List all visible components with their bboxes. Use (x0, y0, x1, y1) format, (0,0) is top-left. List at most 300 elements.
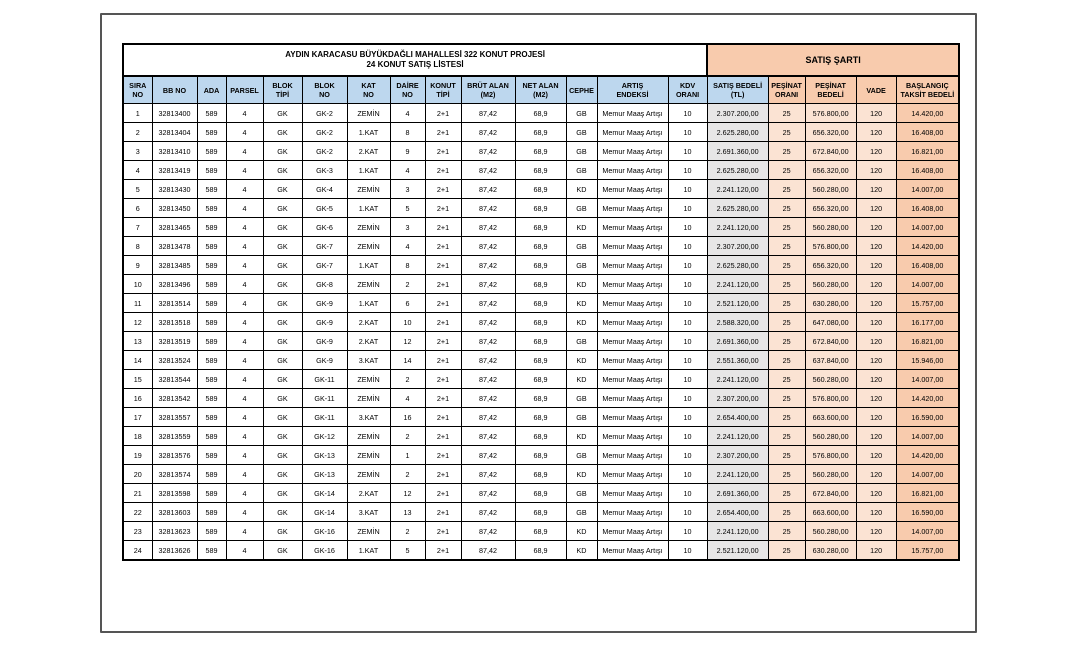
cell-kdv-orani: 10 (668, 142, 707, 161)
cell-baslangic-taksit: 14.007,00 (896, 275, 959, 294)
cell-blok-no: GK-9 (302, 332, 347, 351)
cell-cephe: KD (566, 370, 597, 389)
cell-sira-no: 7 (123, 218, 152, 237)
cell-blok-tipi: GK (263, 294, 302, 313)
cell-daire-no: 10 (390, 313, 425, 332)
cell-satis-bedeli: 2.691.360,00 (707, 332, 768, 351)
cell-net-alan: 68,9 (515, 332, 566, 351)
column-header-blok-no (302, 76, 347, 104)
cell-baslangic-taksit: 14.420,00 (896, 446, 959, 465)
cell-sira-no: 2 (123, 123, 152, 142)
cell-blok-no: GK-7 (302, 237, 347, 256)
cell-ada: 589 (197, 389, 226, 408)
cell-brut-alan: 87,42 (461, 389, 515, 408)
column-header-text: ORANI (775, 90, 799, 99)
cell-pesinat-orani: 25 (768, 408, 805, 427)
cell-satis-bedeli: 2.691.360,00 (707, 484, 768, 503)
cell-daire-no: 3 (390, 218, 425, 237)
cell-blok-no: GK-14 (302, 503, 347, 522)
cell-sira-no: 20 (123, 465, 152, 484)
cell-net-alan: 68,9 (515, 104, 566, 123)
column-header-text: PARSEL (230, 85, 259, 95)
cell-baslangic-taksit: 14.007,00 (896, 180, 959, 199)
cell-artis-endeksi: Memur Maaş Artışı (597, 484, 668, 503)
cell-pesinat-orani: 25 (768, 389, 805, 408)
cell-konut-tipi: 2+1 (425, 161, 461, 180)
cell-ada: 589 (197, 351, 226, 370)
cell-kat-no: 1.KAT (347, 256, 390, 275)
cell-blok-no: GK-9 (302, 351, 347, 370)
cell-artis-endeksi: Memur Maaş Artışı (597, 180, 668, 199)
cell-blok-no: GK-12 (302, 427, 347, 446)
cell-net-alan: 68,9 (515, 389, 566, 408)
cell-baslangic-taksit: 14.007,00 (896, 522, 959, 541)
cell-satis-bedeli: 2.241.120,00 (707, 427, 768, 446)
cell-pesinat-bedeli: 672.840,00 (805, 142, 856, 161)
cell-artis-endeksi: Memur Maaş Artışı (597, 294, 668, 313)
cell-kdv-orani: 10 (668, 161, 707, 180)
cell-net-alan: 68,9 (515, 427, 566, 446)
cell-brut-alan: 87,42 (461, 123, 515, 142)
cell-daire-no: 4 (390, 104, 425, 123)
cell-baslangic-taksit: 16.177,00 (896, 313, 959, 332)
cell-pesinat-orani: 25 (768, 275, 805, 294)
cell-net-alan: 68,9 (515, 180, 566, 199)
column-header-text: KAT (361, 81, 376, 90)
table-row (123, 275, 959, 294)
cell-cephe: KD (566, 275, 597, 294)
cell-kat-no: ZEMİN (347, 237, 390, 256)
cell-konut-tipi: 2+1 (425, 522, 461, 541)
cell-pesinat-orani: 25 (768, 237, 805, 256)
cell-artis-endeksi: Memur Maaş Artışı (597, 142, 668, 161)
column-header-text: NO (132, 90, 144, 99)
cell-net-alan: 68,9 (515, 199, 566, 218)
cell-daire-no: 3 (390, 180, 425, 199)
cell-baslangic-taksit: 14.420,00 (896, 104, 959, 123)
cell-blok-no: GK-5 (302, 199, 347, 218)
cell-blok-tipi: GK (263, 522, 302, 541)
cell-parsel: 4 (226, 256, 263, 275)
cell-baslangic-taksit: 15.757,00 (896, 541, 959, 561)
cell-parsel: 4 (226, 522, 263, 541)
column-header-text: KDV (679, 81, 696, 90)
cell-parsel: 4 (226, 332, 263, 351)
column-header-text: BAŞLANGIÇ (905, 81, 949, 90)
cell-brut-alan: 87,42 (461, 161, 515, 180)
table-row (123, 161, 959, 180)
table-row (123, 313, 959, 332)
cell-artis-endeksi: Memur Maaş Artışı (597, 389, 668, 408)
cell-bb-no: 32813559 (152, 427, 197, 446)
cell-artis-endeksi: Memur Maaş Artışı (597, 218, 668, 237)
column-header-text: NO (319, 90, 330, 99)
cell-cephe: GB (566, 446, 597, 465)
cell-satis-bedeli: 2.654.400,00 (707, 408, 768, 427)
cell-kat-no: 2.KAT (347, 142, 390, 161)
cell-konut-tipi: 2+1 (425, 484, 461, 503)
cell-satis-bedeli: 2.588.320,00 (707, 313, 768, 332)
cell-satis-bedeli: 2.625.280,00 (707, 199, 768, 218)
cell-kdv-orani: 10 (668, 123, 707, 142)
column-header-daire-no (390, 76, 425, 104)
cell-pesinat-bedeli: 560.280,00 (805, 427, 856, 446)
cell-sira-no: 3 (123, 142, 152, 161)
column-header-text: TAKSİT BEDELİ (900, 90, 955, 99)
cell-ada: 589 (197, 484, 226, 503)
cell-kdv-orani: 10 (668, 370, 707, 389)
cell-brut-alan: 87,42 (461, 541, 515, 561)
cell-daire-no: 12 (390, 484, 425, 503)
cell-pesinat-orani: 25 (768, 541, 805, 561)
cell-net-alan: 68,9 (515, 484, 566, 503)
cell-ada: 589 (197, 522, 226, 541)
cell-bb-no: 32813485 (152, 256, 197, 275)
column-header-text: VADE (866, 85, 886, 95)
cell-brut-alan: 87,42 (461, 370, 515, 389)
cell-konut-tipi: 2+1 (425, 541, 461, 561)
cell-cephe: GB (566, 389, 597, 408)
cell-ada: 589 (197, 123, 226, 142)
cell-pesinat-bedeli: 576.800,00 (805, 237, 856, 256)
cell-sira-no: 10 (123, 275, 152, 294)
cell-konut-tipi: 2+1 (425, 294, 461, 313)
cell-kdv-orani: 10 (668, 275, 707, 294)
cell-brut-alan: 87,42 (461, 484, 515, 503)
cell-blok-tipi: GK (263, 180, 302, 199)
cell-bb-no: 32813524 (152, 351, 197, 370)
cell-ada: 589 (197, 332, 226, 351)
cell-satis-bedeli: 2.521.120,00 (707, 294, 768, 313)
cell-vade: 120 (856, 218, 896, 237)
cell-vade: 120 (856, 275, 896, 294)
column-header-text: (M2) (533, 90, 548, 99)
cell-ada: 589 (197, 256, 226, 275)
cell-kat-no: ZEMİN (347, 180, 390, 199)
cell-cephe: KD (566, 522, 597, 541)
cell-satis-bedeli: 2.307.200,00 (707, 237, 768, 256)
cell-sira-no: 12 (123, 313, 152, 332)
cell-bb-no: 32813478 (152, 237, 197, 256)
cell-cephe: GB (566, 104, 597, 123)
cell-pesinat-bedeli: 672.840,00 (805, 484, 856, 503)
cell-artis-endeksi: Memur Maaş Artışı (597, 161, 668, 180)
table-row (123, 237, 959, 256)
cell-brut-alan: 87,42 (461, 465, 515, 484)
cell-sira-no: 9 (123, 256, 152, 275)
cell-bb-no: 32813518 (152, 313, 197, 332)
cell-sira-no: 14 (123, 351, 152, 370)
cell-kat-no: 3.KAT (347, 503, 390, 522)
cell-konut-tipi: 2+1 (425, 351, 461, 370)
table-row (123, 332, 959, 351)
cell-kat-no: 2.KAT (347, 332, 390, 351)
cell-pesinat-orani: 25 (768, 180, 805, 199)
cell-ada: 589 (197, 370, 226, 389)
cell-brut-alan: 87,42 (461, 503, 515, 522)
cell-ada: 589 (197, 199, 226, 218)
cell-kat-no: 1.KAT (347, 123, 390, 142)
cell-parsel: 4 (226, 465, 263, 484)
cell-daire-no: 1 (390, 446, 425, 465)
cell-blok-tipi: GK (263, 218, 302, 237)
cell-parsel: 4 (226, 446, 263, 465)
column-header-text: PEŞİNAT (815, 81, 846, 90)
cell-ada: 589 (197, 408, 226, 427)
cell-konut-tipi: 2+1 (425, 199, 461, 218)
column-header-text: NO (402, 90, 413, 99)
cell-satis-bedeli: 2.521.120,00 (707, 541, 768, 561)
cell-parsel: 4 (226, 123, 263, 142)
cell-pesinat-bedeli: 637.840,00 (805, 351, 856, 370)
column-header-text: BLOK (272, 81, 293, 90)
cell-brut-alan: 87,42 (461, 180, 515, 199)
cell-baslangic-taksit: 16.590,00 (896, 503, 959, 522)
cell-baslangic-taksit: 14.007,00 (896, 370, 959, 389)
cell-baslangic-taksit: 14.007,00 (896, 218, 959, 237)
cell-sira-no: 21 (123, 484, 152, 503)
cell-baslangic-taksit: 16.590,00 (896, 408, 959, 427)
column-header-text: (TL) (730, 90, 745, 99)
cell-sira-no: 16 (123, 389, 152, 408)
cell-satis-bedeli: 2.551.360,00 (707, 351, 768, 370)
cell-net-alan: 68,9 (515, 313, 566, 332)
cell-pesinat-orani: 25 (768, 427, 805, 446)
cell-vade: 120 (856, 180, 896, 199)
cell-cephe: KD (566, 294, 597, 313)
table-row (123, 408, 959, 427)
cell-artis-endeksi: Memur Maaş Artışı (597, 313, 668, 332)
cell-kdv-orani: 10 (668, 351, 707, 370)
cell-brut-alan: 87,42 (461, 256, 515, 275)
cell-blok-tipi: GK (263, 503, 302, 522)
cell-baslangic-taksit: 16.408,00 (896, 161, 959, 180)
cell-konut-tipi: 2+1 (425, 503, 461, 522)
cell-blok-no: GK-7 (302, 256, 347, 275)
cell-pesinat-bedeli: 656.320,00 (805, 199, 856, 218)
cell-baslangic-taksit: 16.821,00 (896, 142, 959, 161)
cell-sira-no: 23 (123, 522, 152, 541)
column-header-brut-alan (461, 76, 515, 104)
table-row (123, 142, 959, 161)
cell-baslangic-taksit: 16.408,00 (896, 256, 959, 275)
column-header-row (123, 76, 959, 104)
cell-konut-tipi: 2+1 (425, 313, 461, 332)
cell-daire-no: 6 (390, 294, 425, 313)
cell-net-alan: 68,9 (515, 522, 566, 541)
cell-konut-tipi: 2+1 (425, 370, 461, 389)
cell-pesinat-orani: 25 (768, 161, 805, 180)
cell-vade: 120 (856, 541, 896, 561)
cell-parsel: 4 (226, 484, 263, 503)
cell-artis-endeksi: Memur Maaş Artışı (597, 427, 668, 446)
cell-satis-bedeli: 2.625.280,00 (707, 123, 768, 142)
table-row (123, 465, 959, 484)
cell-satis-bedeli: 2.625.280,00 (707, 161, 768, 180)
cell-net-alan: 68,9 (515, 370, 566, 389)
cell-cephe: GB (566, 142, 597, 161)
column-header-text: ORANI (675, 90, 700, 99)
cell-pesinat-bedeli: 672.840,00 (805, 332, 856, 351)
cell-blok-no: GK-6 (302, 218, 347, 237)
cell-brut-alan: 87,42 (461, 218, 515, 237)
cell-blok-no: GK-13 (302, 465, 347, 484)
cell-bb-no: 32813410 (152, 142, 197, 161)
cell-brut-alan: 87,42 (461, 427, 515, 446)
table-row (123, 427, 959, 446)
cell-blok-tipi: GK (263, 370, 302, 389)
cell-blok-tipi: GK (263, 199, 302, 218)
cell-blok-tipi: GK (263, 351, 302, 370)
cell-vade: 120 (856, 104, 896, 123)
cell-brut-alan: 87,42 (461, 313, 515, 332)
table-row (123, 256, 959, 275)
cell-baslangic-taksit: 14.007,00 (896, 465, 959, 484)
cell-kdv-orani: 10 (668, 503, 707, 522)
cell-pesinat-bedeli: 630.280,00 (805, 541, 856, 561)
cell-parsel: 4 (226, 370, 263, 389)
column-header-text: BB NO (162, 85, 187, 95)
cell-artis-endeksi: Memur Maaş Artışı (597, 199, 668, 218)
cell-blok-no: GK-9 (302, 294, 347, 313)
cell-pesinat-orani: 25 (768, 218, 805, 237)
cell-kat-no: 2.KAT (347, 484, 390, 503)
cell-kdv-orani: 10 (668, 465, 707, 484)
cell-kat-no: 1.KAT (347, 199, 390, 218)
cell-blok-no: GK-13 (302, 446, 347, 465)
cell-vade: 120 (856, 256, 896, 275)
cell-kat-no: ZEMİN (347, 446, 390, 465)
cell-satis-bedeli: 2.241.120,00 (707, 370, 768, 389)
cell-net-alan: 68,9 (515, 465, 566, 484)
cell-blok-tipi: GK (263, 446, 302, 465)
cell-pesinat-orani: 25 (768, 142, 805, 161)
cell-kdv-orani: 10 (668, 104, 707, 123)
cell-artis-endeksi: Memur Maaş Artışı (597, 351, 668, 370)
cell-sira-no: 18 (123, 427, 152, 446)
cell-cephe: GB (566, 484, 597, 503)
table-row (123, 199, 959, 218)
cell-pesinat-bedeli: 663.600,00 (805, 408, 856, 427)
column-header-text: ARTIŞ (621, 81, 644, 90)
column-header-text: DAİRE (396, 81, 419, 90)
table-row (123, 218, 959, 237)
cell-bb-no: 32813496 (152, 275, 197, 294)
table-row (123, 522, 959, 541)
cell-cephe: GB (566, 237, 597, 256)
cell-ada: 589 (197, 275, 226, 294)
cell-bb-no: 32813557 (152, 408, 197, 427)
cell-pesinat-orani: 25 (768, 256, 805, 275)
cell-baslangic-taksit: 16.408,00 (896, 199, 959, 218)
column-header-net-alan (515, 76, 566, 104)
table-row (123, 446, 959, 465)
cell-net-alan: 68,9 (515, 237, 566, 256)
cell-net-alan: 68,9 (515, 218, 566, 237)
cell-konut-tipi: 2+1 (425, 408, 461, 427)
cell-brut-alan: 87,42 (461, 522, 515, 541)
cell-cephe: GB (566, 199, 597, 218)
cell-blok-no: GK-11 (302, 370, 347, 389)
table-row (123, 541, 959, 561)
cell-pesinat-orani: 25 (768, 446, 805, 465)
cell-daire-no: 5 (390, 199, 425, 218)
sale-terms-title: SATIŞ ŞARTI (707, 44, 959, 76)
cell-bb-no: 32813598 (152, 484, 197, 503)
cell-artis-endeksi: Memur Maaş Artışı (597, 237, 668, 256)
cell-pesinat-bedeli: 560.280,00 (805, 370, 856, 389)
cell-vade: 120 (856, 142, 896, 161)
cell-cephe: KD (566, 313, 597, 332)
column-header-baslangic-taksit (896, 76, 959, 104)
cell-net-alan: 68,9 (515, 256, 566, 275)
cell-kat-no: ZEMİN (347, 465, 390, 484)
cell-kdv-orani: 10 (668, 199, 707, 218)
cell-parsel: 4 (226, 275, 263, 294)
cell-blok-no: GK-3 (302, 161, 347, 180)
cell-ada: 589 (197, 541, 226, 561)
column-header-text: ADA (203, 85, 220, 95)
cell-brut-alan: 87,42 (461, 142, 515, 161)
cell-parsel: 4 (226, 104, 263, 123)
cell-ada: 589 (197, 503, 226, 522)
cell-ada: 589 (197, 180, 226, 199)
cell-kdv-orani: 10 (668, 218, 707, 237)
cell-cephe: GB (566, 408, 597, 427)
cell-artis-endeksi: Memur Maaş Artışı (597, 123, 668, 142)
cell-blok-tipi: GK (263, 142, 302, 161)
cell-pesinat-orani: 25 (768, 123, 805, 142)
cell-vade: 120 (856, 484, 896, 503)
table-row (123, 484, 959, 503)
cell-baslangic-taksit: 15.757,00 (896, 294, 959, 313)
column-header-konut-tipi (425, 76, 461, 104)
column-header-kdv-orani (668, 76, 707, 104)
column-header-text: BLOK (314, 81, 335, 90)
cell-net-alan: 68,9 (515, 123, 566, 142)
column-header-text: (M2) (480, 90, 496, 99)
cell-ada: 589 (197, 294, 226, 313)
cell-net-alan: 68,9 (515, 161, 566, 180)
cell-pesinat-bedeli: 576.800,00 (805, 104, 856, 123)
cell-satis-bedeli: 2.241.120,00 (707, 180, 768, 199)
cell-brut-alan: 87,42 (461, 408, 515, 427)
column-header-text: TİPİ (436, 90, 450, 99)
cell-net-alan: 68,9 (515, 408, 566, 427)
column-header-pesinat-orani (768, 76, 805, 104)
cell-baslangic-taksit: 16.408,00 (896, 123, 959, 142)
cell-daire-no: 2 (390, 275, 425, 294)
cell-pesinat-bedeli: 560.280,00 (805, 218, 856, 237)
column-header-text: NET ALAN (522, 81, 559, 90)
column-header-bb-no (152, 76, 197, 104)
cell-cephe: GB (566, 503, 597, 522)
column-header-satis-bedeli (707, 76, 768, 104)
cell-blok-no: GK-16 (302, 522, 347, 541)
cell-konut-tipi: 2+1 (425, 104, 461, 123)
cell-konut-tipi: 2+1 (425, 427, 461, 446)
cell-cephe: KD (566, 218, 597, 237)
table-row (123, 123, 959, 142)
cell-daire-no: 2 (390, 370, 425, 389)
cell-baslangic-taksit: 15.946,00 (896, 351, 959, 370)
cell-artis-endeksi: Memur Maaş Artışı (597, 446, 668, 465)
column-header-text: NO (363, 90, 374, 99)
cell-daire-no: 13 (390, 503, 425, 522)
cell-daire-no: 9 (390, 142, 425, 161)
column-header-text: PEŞİNAT (771, 81, 802, 90)
cell-pesinat-orani: 25 (768, 465, 805, 484)
